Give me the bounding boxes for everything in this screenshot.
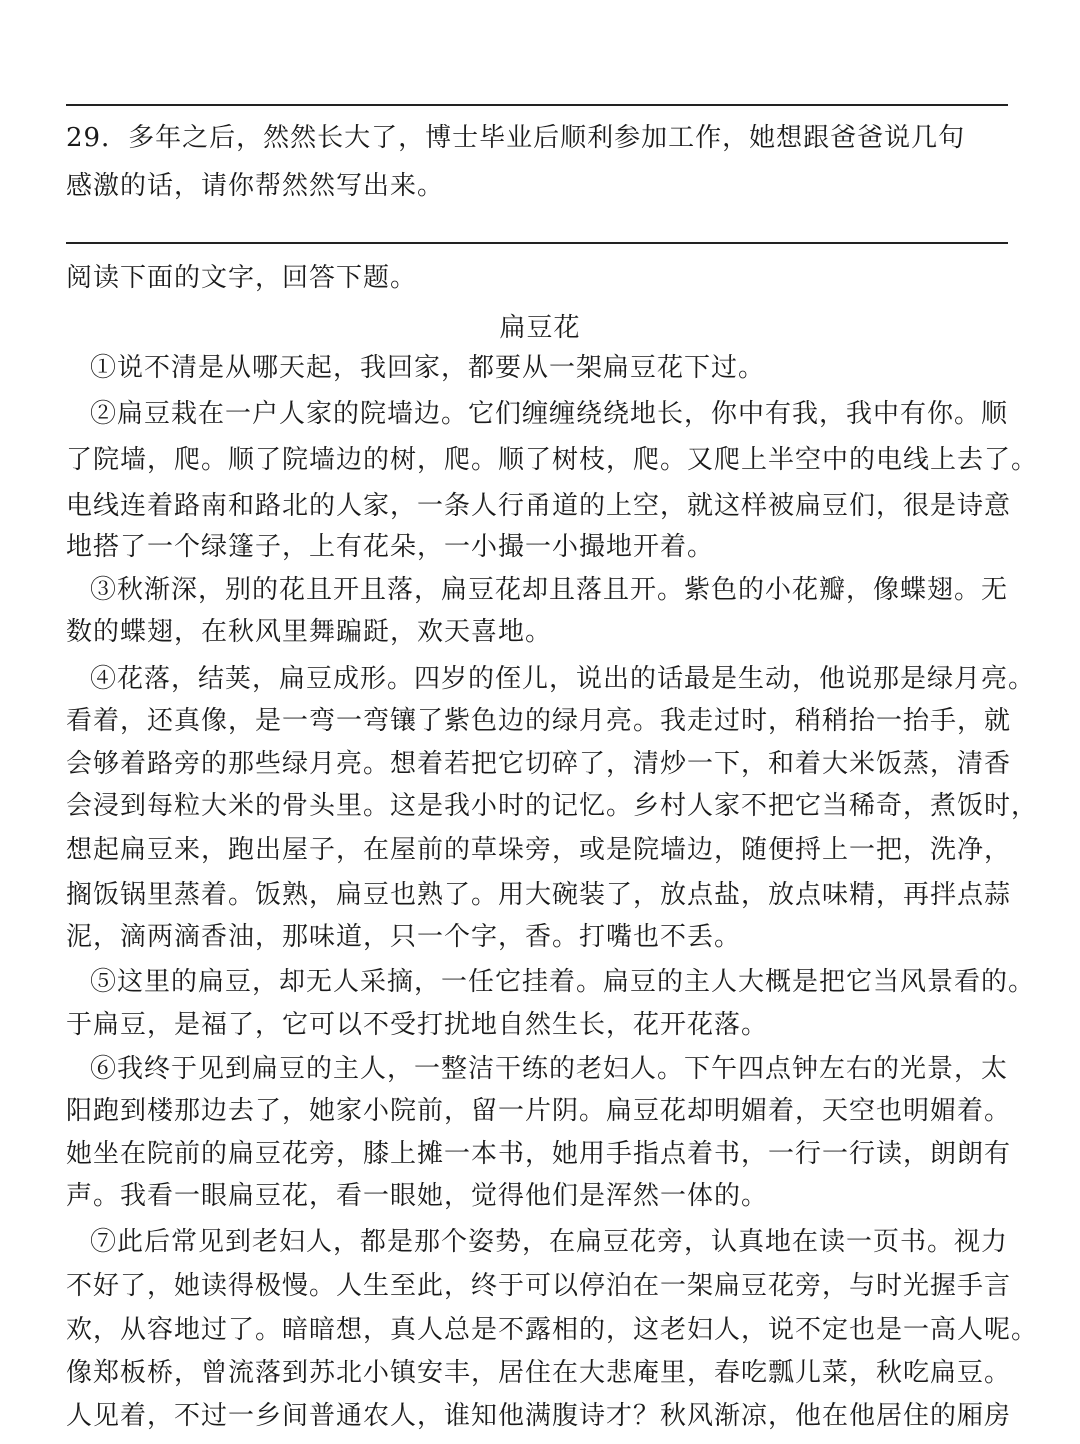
question-29-line-2: 感激的话，请你帮然然写出来。 [66,171,445,201]
question-29-line-1: 29．多年之后，然然长大了，博士毕业后顺利参加工作，她想跟爸爸说几句 [66,123,966,153]
article-line: 会够着路旁的那些绿月亮。想着若把它切碎了，清炒一下，和着大米饭蒸，清香 [66,749,1012,779]
article-line: 她坐在院前的扁豆花旁，膝上摊一本书，她用手指点着书，一行一行读，朗朗有 [66,1139,1012,1169]
article-line: 了院墙，爬。顺了院墙边的树，爬。顺了树枝，爬。又爬上半空中的电线上去了。 [66,445,1039,475]
article-line: ⑦此后常见到老妇人，都是那个姿势，在扁豆花旁，认真地在读一页书。视力 [90,1227,1009,1257]
article-line: 地搭了一个绿篷子，上有花朵，一小撮一小撮地开着。 [66,532,715,562]
article-line: ⑤这里的扁豆，却无人采摘，一任它挂着。扁豆的主人大概是把它当风景看的。 [90,967,1036,997]
article-line: 人见着，不过一乡间普通农人，谁知他满腹诗才？秋风渐凉，他在他居住的厢房 [66,1401,1012,1431]
article-line: ⑥我终于见到扁豆的主人，一整洁干练的老妇人。下午四点钟左右的光景，太 [90,1054,1009,1084]
article-line: 会浸到每粒大米的骨头里。这是我小时的记忆。乡村人家不把它当稀奇，煮饭时， [66,791,1039,821]
answer-line-top [66,104,1008,106]
article-line: ①说不清是从哪天起，我回家，都要从一架扁豆花下过。 [90,353,766,383]
article-line: 想起扁豆来，跑出屋子，在屋前的草垛旁，或是院墙边，随便捋上一把，洗净， [66,835,1012,865]
article-line: ②扁豆栽在一户人家的院墙边。它们缠缠绕绕地长，你中有我，我中有你。顺 [90,399,1009,429]
article-line: 泥，滴两滴香油，那味道，只一个字，香。打嘴也不丢。 [66,922,742,952]
answer-line-29 [66,242,1008,244]
article-line: 于扁豆，是福了，它可以不受打扰地自然生长，花开花落。 [66,1010,769,1040]
reading-instruction: 阅读下面的文字，回答下题。 [66,263,418,293]
article-line: 阳跑到楼那边去了，她家小院前，留一片阴。扁豆花却明媚着，天空也明媚着。 [66,1096,1012,1126]
article-line: 声。我看一眼扁豆花，看一眼她，觉得他们是浑然一体的。 [66,1181,769,1211]
article-line: 欢，从容地过了。暗暗想，真人总是不露相的，这老妇人，说不定也是一高人呢。 [66,1315,1039,1345]
article-line: 像郑板桥，曾流落到苏北小镇安丰，居住在大悲庵里，春吃瓢儿菜，秋吃扁豆。 [66,1358,1012,1388]
article-line: 不好了，她读得极慢。人生至此，终于可以停泊在一架扁豆花旁，与时光握手言 [66,1271,1012,1301]
article-line: ④花落，结荚，扁豆成形。四岁的侄儿，说出的话最是生动，他说那是绿月亮。 [90,664,1036,694]
article-line: ③秋渐深，别的花且开且落，扁豆花却且落且开。紫色的小花瓣，像蝶翅。无 [90,575,1009,605]
article-title: 扁豆花 [499,313,581,343]
article-line: 看着，还真像，是一弯一弯镶了紫色边的绿月亮。我走过时，稍稍抬一抬手，就 [66,706,1012,736]
article-line: 电线连着路南和路北的人家，一条人行甬道的上空，就这样被扁豆们，很是诗意 [66,491,1012,521]
article-line: 数的蝶翅，在秋风里舞蹁跹，欢天喜地。 [66,617,553,647]
article-line: 搁饭锅里蒸着。饭熟，扁豆也熟了。用大碗装了，放点盐，放点味精，再拌点蒜 [66,880,1012,910]
